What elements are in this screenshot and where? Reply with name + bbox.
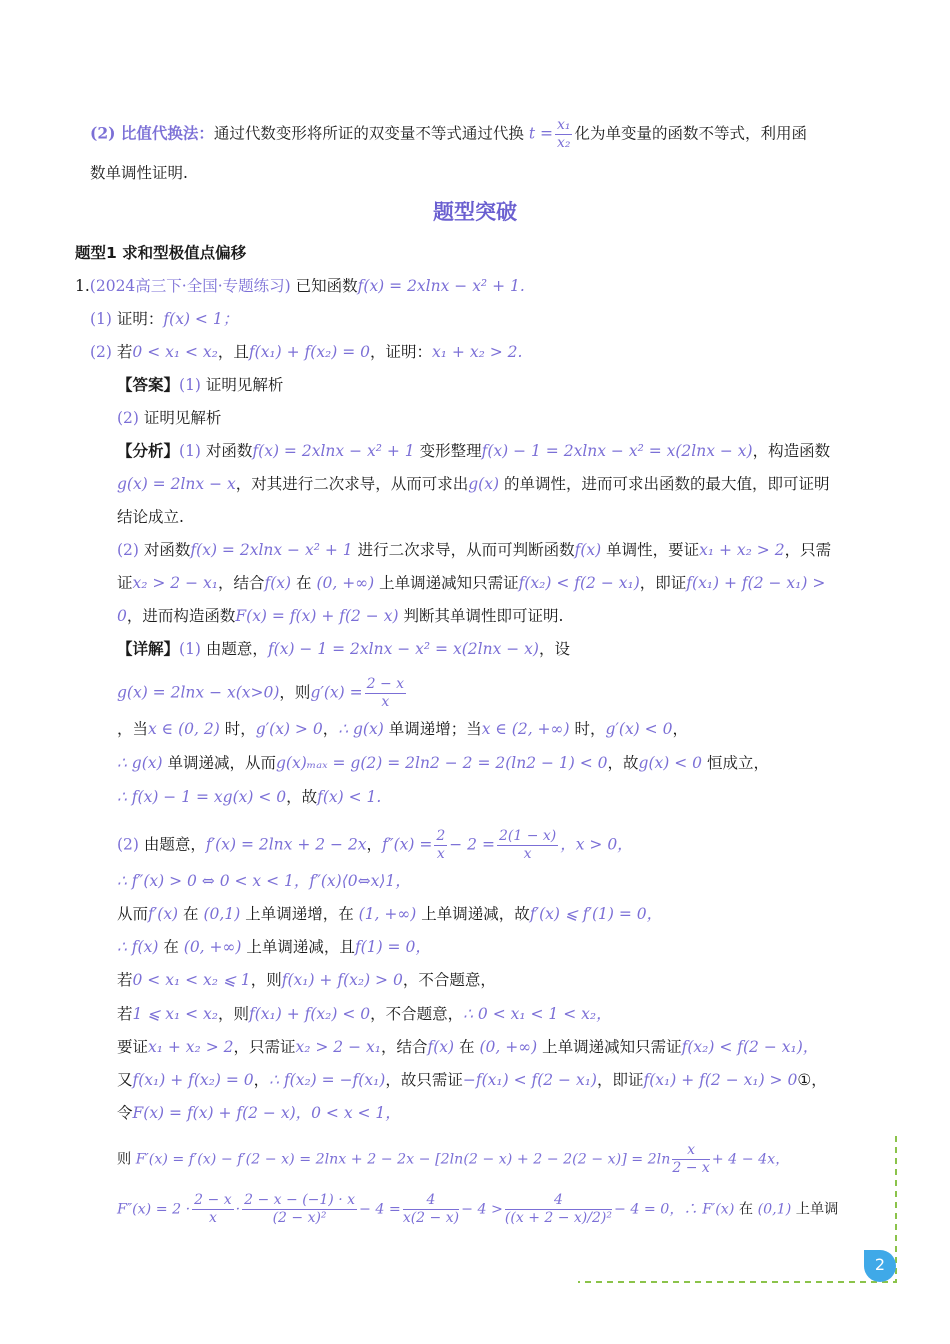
detail-line-16: F″(x) = 2 · $\frac{2 - x}{x}$ · $\frac{2 - x - (-1) \cdot x}{\text{(2 − x)²}}$ − 4 = $\frac{4}{x(2 - x)}$ − 4 > $\frac{4}{\text{((x + 2 − x)/2)²}}$ − 4 = 0，∴ F′(x) 在 (0,1) 上单调 xyxy=(117,1192,839,1226)
problem-q2: (2) 若0 < x₁ < x₂，且f(x₁) + f(x₂) = 0，证明：x₁ + x₂ > 2. xyxy=(90,343,523,361)
detail-line-13: 又f(x₁) + f(x₂) = 0，∴ f(x₂) = −f(x₁)，故只需证−f(x₁) < f(2 − x₁)，即证f(x₁) + f(2 − x₁) > 0①， xyxy=(117,1071,827,1089)
detail-line-14: 令F(x) = f(x) + f(2 − x)，0 < x < 1， xyxy=(117,1104,401,1122)
fraction: $\frac{2 - x}{x}$ xyxy=(366,676,405,710)
intro-label: (2) 比值代换法： xyxy=(90,123,214,143)
analysis-line-1: 【分析】(1) 对函数f(x) = 2xlnx − x² + 1 变形整理f(x) − 1 = 2xlnx − x² = x(2lnx − x)，构造函数 xyxy=(117,441,831,460)
problem-q1: (1) 证明：f(x) < 1； xyxy=(90,310,239,328)
detail-line-4: ∴ g(x) 单调递减，从而g(x)ₘₐₓ = g(2) = 2ln2 − 2 = 2(ln2 − 1) < 0，故g(x) < 0 恒成立， xyxy=(117,754,769,772)
intro-text-2: 化为单变量的函数不等式，利用函 xyxy=(574,124,807,143)
fraction: $\frac{2 - x}{x}$ xyxy=(194,1192,232,1226)
detail-line-8: 从而f′(x) 在 (0,1) 上单调递增，在 (1, +∞) 上单调递减，故f′(x) ⩽ f′(1) = 0， xyxy=(117,905,663,923)
detail-line-15: 则 F′(x) = f′(x) − f′(2 − x) = 2lnx + 2 − 2x − [2ln(2 − x) + 2 − 2(2 − x)] = 2ln $\frac{x}{2 - x}$ + 4 − 4x， xyxy=(117,1142,790,1176)
type-heading: 题型1 求和型极值点偏移 xyxy=(75,244,247,262)
fraction: $\frac{2(1 - x)}{x}$ xyxy=(498,828,557,862)
section-title: 题型突破 xyxy=(433,200,517,224)
intro-line-2: 数单调性证明. xyxy=(90,164,188,182)
detail-line-10: 若0 < x₁ < x₂ ⩽ 1，则f(x₁) + f(x₂) > 0，不合题意， xyxy=(117,971,496,989)
detail-line-11: 若1 ⩽ x₁ < x₂，则f(x₁) + f(x₂) < 0，不合题意，∴ 0 < x₁ < 1 < x₂， xyxy=(117,1005,612,1023)
detail-line-1: 【详解】(1) 由题意，f(x) − 1 = 2xlnx − x² = x(2lnx − x)，设 xyxy=(117,639,570,658)
detail-line-6: (2) 由题意，f′(x) = 2lnx + 2 − 2x，f″(x) = $\frac{2}{x}$ − 2 = $\frac{2(1 - x)}{x}$ ，x > 0， xyxy=(117,828,633,862)
intro-math: t = xyxy=(528,124,553,143)
detail-line-2: g(x) = 2lnx − x(x>0)，则g′(x) = $\frac{2 - x}{x}$ xyxy=(117,676,405,710)
problem-stem: 1.(2024高三下·全国·专题练习) 已知函数f(x) = 2xlnx − x² + 1. xyxy=(75,277,525,295)
fraction: $\frac{4}{x(2 - x)}$ xyxy=(402,1192,460,1226)
detail-line-12: 要证x₁ + x₂ > 2，只需证x₂ > 2 − x₁，结合f(x) 在 (0, +∞) 上单调递减知只需证f(x₂) < f(2 − x₁)， xyxy=(117,1038,819,1056)
detail-line-3: ，当x ∈ (0, 2) 时，g′(x) > 0，∴ g(x) 单调递增；当x ∈ (2, +∞) 时，g′(x) < 0， xyxy=(117,720,688,738)
intro-fraction: $\frac{\text{x₁}}{\text{x₂}}$ xyxy=(556,117,571,151)
fraction: $\frac{2 - x - (-1) \cdot x}{\text{(2 − x)²}}$ xyxy=(244,1192,355,1226)
answer-line-1: 【答案】(1) 证明见解析 xyxy=(117,375,284,394)
page-number: 2 xyxy=(864,1250,896,1282)
analysis-line-3: 结论成立. xyxy=(117,508,184,526)
answer-line-2: (2) 证明见解析 xyxy=(117,409,222,427)
analysis-line-5: 证x₂ > 2 − x₁，结合f(x) 在 (0, +∞) 上单调递减知只需证f(x₂) < f(2 − x₁)，即证f(x₁) + f(2 − x₁) > xyxy=(117,574,826,592)
intro-text: 通过代数变形将所证的双变量不等式通过代换 xyxy=(213,124,524,143)
fraction: $\frac{2}{x}$ xyxy=(436,828,446,862)
detail-line-5: ∴ f(x) − 1 = xg(x) < 0，故f(x) < 1. xyxy=(117,788,382,806)
analysis-line-6: 0，进而构造函数F(x) = f(x) + f(2 − x) 判断其单调性即可证明. xyxy=(117,607,564,625)
detail-line-7: ∴ f″(x) > 0 ⇔ 0 < x < 1，f″(x)⟨0⇔x⟩1， xyxy=(117,872,411,890)
detail-line-9: ∴ f(x) 在 (0, +∞) 上单调递减，且f(1) = 0， xyxy=(117,938,431,956)
fraction: $\frac{4}{\text{((x + 2 − x)/2)²}}$ xyxy=(504,1192,612,1226)
analysis-line-4: (2) 对函数f(x) = 2xlnx − x² + 1 进行二次求导，从而可判断函数f(x) 单调性，要证x₁ + x₂ > 2，只需 xyxy=(117,541,832,559)
fraction: $\frac{x}{2 - x}$ xyxy=(672,1142,710,1176)
analysis-line-2: g(x) = 2lnx − x，对其进行二次求导，从而可求出g(x) 的单调性，进而可求出函数的最大值，即可证明 xyxy=(117,475,830,493)
